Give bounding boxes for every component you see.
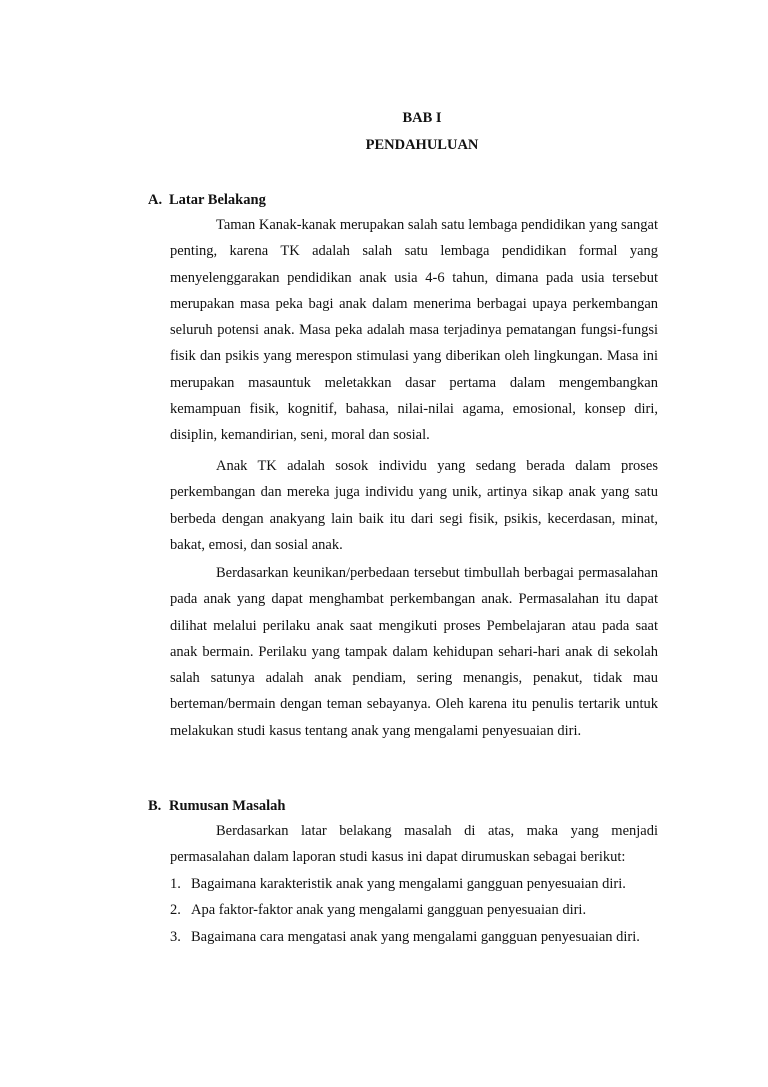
chapter-title: PENDAHULUAN	[365, 137, 479, 153]
list-item	[170, 871, 658, 897]
problem-list	[170, 871, 658, 950]
chapter-number: BAB I	[402, 110, 442, 126]
list-item	[170, 897, 658, 923]
list-number: 3.	[170, 928, 181, 945]
section-b-letter: B.	[148, 798, 162, 814]
paragraph: Anak TK adalah sosok individu yang sedang berada dalam proses perkembangan dan mereka juga individu yang unik, artinya sikap anak yang satu berbeda dengan anakyang lain baik itu dari segi fisik, psikis, kecerdasan, minat, bakat, emosi, dan sosial anak.	[170, 458, 658, 553]
list-text: Bagaimana karakteristik anak yang mengalami gangguan penyesuaian diri.	[191, 876, 626, 892]
section-a-letter: A.	[148, 192, 163, 208]
paragraph: Berdasarkan latar belakang masalah di atas, maka yang menjadi permasalahan dalam laporan studi kasus ini dapat dirumuskan sebagai berikut:	[170, 823, 658, 866]
section-b-heading	[148, 796, 285, 816]
list-text: Apa faktor-faktor anak yang mengalami gangguan penyesuaian diri.	[191, 902, 587, 919]
list-number: 1.	[170, 876, 181, 892]
section-a-title: Latar Belakang	[169, 192, 266, 208]
paragraph: Berdasarkan keunikan/perbedaan tersebut timbullah berbagai permasalahan pada anak yang dapat menghambat perkembangan anak. Permasalahan itu dapat dilihat melalui perilaku anak saat mengikuti proses Pembelajaran atau pada saat anak bermain. Perilaku yang tampak dalam kehidupan sehari-hari anak di sekolah salah satunya adalah anak pendiam, sering menangis, penakut, tidak mau berteman/bermain dengan teman sebayanya. Oleh karena itu penulis tertarik untuk melakukan studi kasus tentang anak yang mengalami penyesuaian diri.	[170, 565, 658, 739]
section-a-heading	[148, 190, 266, 210]
list-number: 2.	[170, 902, 181, 919]
list-text: Bagaimana cara mengatasi anak yang mengalami gangguan penyesuaian diri.	[191, 928, 640, 945]
section-b-title: Rumusan Masalah	[169, 798, 286, 814]
paragraph: Taman Kanak-kanak merupakan salah satu lembaga pendidikan yang sangat penting, karena TK adalah salah satu lembaga pendidikan formal yang menyelenggarakan pendidikan anak usia 4-6 tahun, dimana pada usia tersebut merupakan masa peka bagi anak dalam menerima berbagai upaya perkembangan seluruh potensi anak. Masa peka adalah masa terjadinya pematangan fungsi-fungsi fisik dan psikis yang merespon stimulasi yang diberikan oleh lingkungan. Masa ini merupakan masauntuk meletakkan dasar pertama dalam mengembangkan kemampuan fisik, kognitif, bahasa, nilai-nilai agama, emosional, konsep diri, disiplin, kemandirian, seni, moral dan sosial.	[170, 217, 658, 444]
list-item	[170, 924, 658, 950]
